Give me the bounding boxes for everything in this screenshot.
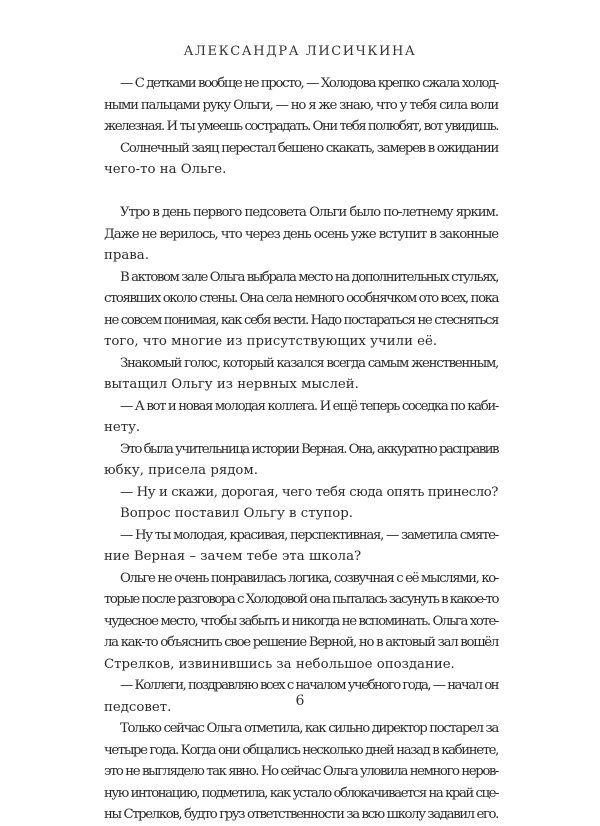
text-line: Стрелков, извинившись за небольшое опоздание. [104, 656, 455, 672]
text-line: нету. [104, 420, 141, 435]
text-line: стоявших около стены. Она села немного особнячком ото всех, пока [104, 291, 498, 306]
text-line: ние Верная – зачем тебе эта школа? [104, 549, 362, 564]
text-line: Только сейчас Ольга отметила, как сильно директор постарел за [120, 721, 498, 736]
text-line: Даже не верилось, что через день осень уже вступит в законные [104, 226, 498, 242]
text-line: это не выглядело так явно. Но сейчас Ольга уловила немного неров- [104, 764, 498, 779]
text-line: чего-то на Ольге. [104, 162, 227, 177]
text-line: Утро в день первого педсовета Ольги было по-летнему ярким. [120, 205, 498, 220]
text-line: Знакомый голос, который казался всегда самым женственным, [120, 355, 499, 371]
running-head: АЛЕКСАНДРА ЛИСИЧКИНА [183, 44, 417, 59]
section-break [104, 181, 498, 203]
text-line: торые после разговора с Холодовой она пыталась засунуть в какое-то [104, 592, 498, 607]
text-line: вытащил Ольгу из нервных мыслей. [104, 377, 359, 392]
text-line: не совсем понимая, как себя вести. Надо постараться не стесняться [104, 312, 499, 328]
text-line: педсовет. [104, 699, 172, 715]
text-line: железная. И ты умеешь сострадать. Они тебя полюбят, вот увидишь. [104, 119, 499, 134]
text-line: ны Стрелков, будто груз ответственности за всю школу задавил его. [104, 807, 498, 822]
text-line: права. [104, 248, 149, 263]
text-line: — А вот и новая молодая коллега. И ещё теперь соседка по каби- [120, 398, 498, 414]
page-number: 6 [295, 693, 305, 709]
text-line: ными пальцами руку Ольги, — но я же знаю, что у тебя сила воли [104, 97, 498, 113]
text-line: юбку, присела рядом. [104, 463, 258, 478]
text-line: ную интонацию, подметила, как устало облокачивается на край сце- [104, 785, 499, 801]
text-line: четыре года. Когда они общались несколько дней назад в кабинете, [104, 742, 498, 758]
text-line: В актовом зале Ольга выбрала место на дополнительных стульях, [120, 269, 499, 285]
text-line: — Коллеги, поздравляю всех с началом учебного года, — начал он [120, 678, 498, 693]
text-line: Вопрос поставил Ольгу в ступор. [120, 506, 354, 521]
text-line: Солнечный заяц перестал бешено скакать, замерев в ожидании [120, 140, 498, 156]
text-line: того, что многие из присутствующих учили её. [104, 334, 438, 349]
body-text [104, 73, 498, 826]
text-line: чудесное место, чтобы забыть и никогда не вспоминать. Ольга хоте- [104, 613, 498, 629]
text-line: Это была учительница истории Верная. Она, аккуратно расправив [120, 441, 498, 457]
text-line: ла как-то объяснить свое решение Верной, но в актовый зал вошёл [104, 635, 499, 650]
text-line: Ольге не очень понравилась логика, созвучная с её мыслями, ко- [120, 570, 498, 586]
text-line: — С детками вообще не просто, — Холодова крепко сжала холод- [120, 76, 499, 91]
text-line: — Ну ты молодая, красивая, перспективная, — заметила смяте- [120, 527, 499, 543]
text-line: — Ну и скажи, дорогая, чего тебя сюда опять принесло? [120, 484, 498, 500]
